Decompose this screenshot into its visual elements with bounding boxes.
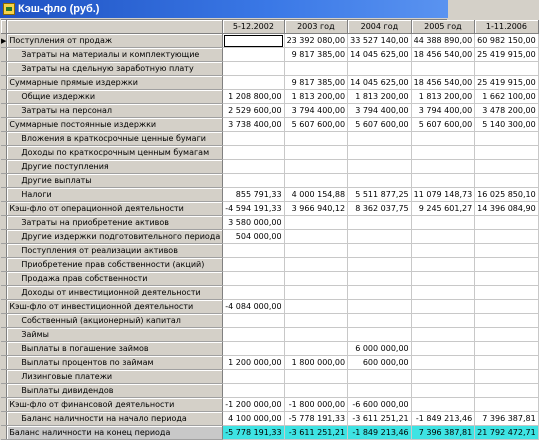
value-cell[interactable] (223, 34, 284, 48)
column-header[interactable]: 2004 год (348, 20, 412, 34)
value-cell[interactable] (411, 398, 475, 412)
value-cell[interactable] (223, 314, 284, 328)
value-cell[interactable] (284, 300, 348, 314)
value-cell[interactable] (475, 314, 539, 328)
table-row[interactable] (1, 244, 538, 258)
value-cell[interactable]: -3 611 251,21 (284, 426, 348, 440)
value-cell[interactable]: 855 791,33 (223, 188, 284, 202)
row-label: Затраты на материалы и комплектующие (7, 48, 223, 62)
value-cell[interactable]: 6 000 000,00 (348, 342, 412, 356)
table-row[interactable] (1, 272, 538, 286)
value-cell[interactable] (475, 258, 539, 272)
row-label: Другие поступления (7, 160, 223, 174)
value-cell[interactable] (223, 146, 284, 160)
value-cell[interactable]: 1 813 200,00 (411, 90, 475, 104)
value-cell[interactable] (475, 62, 539, 76)
value-cell[interactable] (475, 342, 539, 356)
value-cell[interactable] (348, 314, 412, 328)
value-cell[interactable] (411, 216, 475, 230)
value-cell[interactable] (223, 258, 284, 272)
value-cell[interactable] (475, 230, 539, 244)
value-cell[interactable] (411, 132, 475, 146)
value-cell[interactable]: -4 594 191,33 (223, 202, 284, 216)
value-cell[interactable]: -5 778 191,33 (284, 412, 348, 426)
table-row[interactable] (1, 356, 538, 370)
row-label: Выплаты в погашение займов (7, 342, 223, 356)
value-cell[interactable] (475, 328, 539, 342)
value-cell[interactable]: 5 607 600,00 (284, 118, 348, 132)
header-label-column (7, 20, 223, 34)
value-cell[interactable] (348, 328, 412, 342)
value-cell[interactable]: 1 813 200,00 (348, 90, 412, 104)
row-label: Продажа прав собственности (7, 272, 223, 286)
value-cell[interactable] (348, 272, 412, 286)
value-cell[interactable] (284, 258, 348, 272)
table-row[interactable] (1, 426, 538, 440)
value-cell[interactable]: 11 079 148,73 (411, 188, 475, 202)
value-cell[interactable]: 25 419 915,00 (475, 48, 539, 62)
value-cell[interactable]: 2 529 600,00 (223, 104, 284, 118)
value-cell[interactable] (284, 62, 348, 76)
row-label: Приобретение прав собственности (акций) (7, 258, 223, 272)
value-cell[interactable] (223, 174, 284, 188)
row-label: Затраты на приобретение активов (7, 216, 223, 230)
value-cell[interactable] (411, 230, 475, 244)
value-cell[interactable] (284, 174, 348, 188)
value-cell[interactable] (411, 286, 475, 300)
value-cell[interactable] (411, 300, 475, 314)
value-cell[interactable] (411, 328, 475, 342)
value-cell[interactable]: 4 000 154,88 (284, 188, 348, 202)
table-row[interactable] (1, 34, 538, 48)
row-label: Налоги (7, 188, 223, 202)
value-cell[interactable] (411, 174, 475, 188)
value-cell[interactable] (411, 160, 475, 174)
table-row[interactable] (1, 300, 538, 314)
row-label: Другие выплаты (7, 174, 223, 188)
value-cell[interactable]: 5 140 300,00 (475, 118, 539, 132)
value-cell[interactable] (348, 244, 412, 258)
value-cell[interactable] (348, 174, 412, 188)
value-cell[interactable] (475, 216, 539, 230)
value-cell[interactable] (284, 328, 348, 342)
value-cell[interactable] (411, 146, 475, 160)
value-cell[interactable] (411, 314, 475, 328)
table-row[interactable] (1, 258, 538, 272)
value-cell[interactable] (411, 258, 475, 272)
value-cell[interactable]: 3 794 400,00 (411, 104, 475, 118)
row-label: Другие издержки подготовительного периода (7, 230, 223, 244)
row-label: Выплаты процентов по займам (7, 356, 223, 370)
column-header[interactable]: 2005 год (411, 20, 475, 34)
row-label: Затраты на персонал (7, 104, 223, 118)
table-row[interactable] (1, 160, 538, 174)
value-cell[interactable] (475, 132, 539, 146)
value-cell[interactable] (475, 244, 539, 258)
row-label: Кэш-фло от инвестиционной деятельности (7, 300, 223, 314)
value-cell[interactable]: -1 849 213,46 (348, 426, 412, 440)
table-row[interactable] (1, 370, 538, 384)
table-row[interactable] (1, 314, 538, 328)
value-cell[interactable]: 1 800 000,00 (284, 356, 348, 370)
value-cell[interactable] (284, 286, 348, 300)
value-cell[interactable] (411, 370, 475, 384)
value-cell[interactable]: 9 245 601,27 (411, 202, 475, 216)
value-cell[interactable]: 1 208 800,00 (223, 90, 284, 104)
value-cell[interactable] (475, 384, 539, 398)
row-label: Доходы от инвестиционной деятельности (7, 286, 223, 300)
value-cell[interactable] (411, 384, 475, 398)
row-indicator[interactable]: ▶ (1, 34, 7, 48)
row-label: Займы (7, 328, 223, 342)
value-cell[interactable] (223, 272, 284, 286)
value-cell[interactable] (475, 370, 539, 384)
column-header[interactable]: 5-12.2002 (223, 20, 284, 34)
title-bar[interactable] (0, 0, 448, 18)
value-cell[interactable]: -4 084 000,00 (223, 300, 284, 314)
value-cell[interactable] (348, 160, 412, 174)
value-cell[interactable] (223, 286, 284, 300)
value-cell[interactable] (284, 244, 348, 258)
value-cell[interactable]: 1 200 000,00 (223, 356, 284, 370)
value-cell[interactable] (348, 286, 412, 300)
value-cell[interactable] (348, 146, 412, 160)
column-header[interactable]: 2003 год (284, 20, 348, 34)
value-cell[interactable]: -1 800 000,00 (284, 398, 348, 412)
table-row[interactable] (1, 216, 538, 230)
row-label: Кэш-фло от операционной деятельности (7, 202, 223, 216)
value-cell[interactable] (348, 216, 412, 230)
value-cell[interactable] (284, 146, 348, 160)
row-label: Выплаты дивидендов (7, 384, 223, 398)
value-cell[interactable]: 14 045 625,00 (348, 48, 412, 62)
value-cell[interactable] (223, 384, 284, 398)
value-cell[interactable] (348, 384, 412, 398)
value-cell[interactable] (284, 370, 348, 384)
row-label: Вложения в краткосрочные ценные бумаги (7, 132, 223, 146)
value-cell[interactable]: 33 527 140,00 (348, 34, 412, 48)
table-row[interactable] (1, 132, 538, 146)
value-cell[interactable]: 3 478 200,00 (475, 104, 539, 118)
value-cell[interactable]: 1 813 200,00 (284, 90, 348, 104)
cashflow-table (1, 20, 539, 440)
table-row[interactable] (1, 398, 538, 412)
value-cell[interactable] (223, 342, 284, 356)
value-cell[interactable]: 8 362 037,75 (348, 202, 412, 216)
value-cell[interactable]: -1 849 213,46 (411, 412, 475, 426)
value-cell[interactable]: 504 000,00 (223, 230, 284, 244)
value-cell[interactable] (284, 342, 348, 356)
value-cell[interactable]: 1 662 100,00 (475, 90, 539, 104)
table-row[interactable] (1, 62, 538, 76)
value-cell[interactable] (411, 244, 475, 258)
table-row[interactable] (1, 202, 538, 216)
row-label: Собственный (акционерный) капитал (7, 314, 223, 328)
value-cell[interactable] (411, 356, 475, 370)
value-cell[interactable] (284, 160, 348, 174)
value-cell[interactable]: -5 778 191,33 (223, 426, 284, 440)
value-cell[interactable] (223, 132, 284, 146)
value-cell[interactable] (284, 314, 348, 328)
value-cell[interactable]: 3 794 400,00 (284, 104, 348, 118)
value-cell[interactable]: 21 792 472,71 (475, 426, 539, 440)
value-cell[interactable]: 16 025 850,10 (475, 188, 539, 202)
value-cell[interactable]: 5 511 877,25 (348, 188, 412, 202)
row-label: Лизинговые платежи (7, 370, 223, 384)
value-cell[interactable] (348, 370, 412, 384)
value-cell[interactable] (223, 244, 284, 258)
value-cell[interactable] (348, 62, 412, 76)
row-label: Баланс наличности на начало периода (7, 412, 223, 426)
table-row[interactable] (1, 104, 538, 118)
table-row[interactable] (1, 174, 538, 188)
value-cell[interactable] (223, 370, 284, 384)
value-cell[interactable]: 25 419 915,00 (475, 76, 539, 90)
row-label: Суммарные прямые издержки (7, 76, 223, 90)
value-cell[interactable] (348, 300, 412, 314)
value-cell[interactable] (348, 258, 412, 272)
app-icon (3, 3, 15, 15)
value-cell[interactable]: 5 607 600,00 (411, 118, 475, 132)
column-header[interactable]: 1-11.2006 (475, 20, 539, 34)
table-row[interactable] (1, 412, 538, 426)
value-cell[interactable] (284, 230, 348, 244)
value-cell[interactable] (223, 48, 284, 62)
value-cell[interactable]: 600 000,00 (348, 356, 412, 370)
table-row[interactable] (1, 328, 538, 342)
table-row[interactable] (1, 230, 538, 244)
table-row[interactable] (1, 48, 538, 62)
table-row[interactable] (1, 286, 538, 300)
value-cell[interactable]: 18 456 540,00 (411, 48, 475, 62)
value-cell[interactable]: 3 966 940,12 (284, 202, 348, 216)
value-cell[interactable]: 3 738 400,00 (223, 118, 284, 132)
value-cell[interactable]: 7 396 387,81 (411, 426, 475, 440)
value-cell[interactable] (411, 272, 475, 286)
value-cell[interactable]: 9 817 385,00 (284, 76, 348, 90)
table-row[interactable] (1, 76, 538, 90)
value-cell[interactable] (411, 62, 475, 76)
value-cell[interactable]: 3 794 400,00 (348, 104, 412, 118)
value-cell[interactable]: 5 607 600,00 (348, 118, 412, 132)
value-cell[interactable] (475, 356, 539, 370)
value-cell[interactable] (475, 286, 539, 300)
row-label: Поступления от реализации активов (7, 244, 223, 258)
value-cell[interactable] (284, 216, 348, 230)
value-cell[interactable] (284, 272, 348, 286)
row-label: Затраты на сдельную заработную плату (7, 62, 223, 76)
value-cell[interactable]: 3 580 000,00 (223, 216, 284, 230)
table-row[interactable] (1, 90, 538, 104)
value-cell[interactable]: 14 396 084,90 (475, 202, 539, 216)
value-cell[interactable]: -1 200 000,00 (223, 398, 284, 412)
value-cell[interactable] (284, 132, 348, 146)
row-label: Поступления от продаж (7, 34, 223, 48)
value-cell[interactable]: 44 388 890,00 (411, 34, 475, 48)
value-cell[interactable] (223, 76, 284, 90)
value-cell[interactable] (348, 132, 412, 146)
value-cell[interactable]: 18 456 540,00 (411, 76, 475, 90)
value-cell[interactable]: -6 600 000,00 (348, 398, 412, 412)
value-cell[interactable]: -3 611 251,21 (348, 412, 412, 426)
cashflow-grid[interactable] (1, 19, 536, 437)
value-cell[interactable]: 23 392 080,00 (284, 34, 348, 48)
value-cell[interactable]: 9 817 385,00 (284, 48, 348, 62)
window-title: Кэш-фло (руб.) (18, 3, 100, 15)
value-cell[interactable] (475, 174, 539, 188)
value-cell[interactable] (475, 300, 539, 314)
grid-body (1, 34, 538, 440)
value-cell[interactable] (284, 384, 348, 398)
header-row (1, 20, 538, 34)
value-cell[interactable] (223, 328, 284, 342)
table-row[interactable] (1, 188, 538, 202)
value-cell[interactable]: 14 045 625,00 (348, 76, 412, 90)
value-cell[interactable] (223, 160, 284, 174)
value-cell[interactable] (348, 230, 412, 244)
value-cell[interactable]: 4 100 000,00 (223, 412, 284, 426)
table-row[interactable] (1, 118, 538, 132)
value-cell[interactable] (475, 398, 539, 412)
row-label: Общие издержки (7, 90, 223, 104)
value-cell[interactable] (475, 160, 539, 174)
row-label: Баланс наличности на конец периода (7, 426, 223, 440)
value-cell[interactable] (475, 272, 539, 286)
value-cell[interactable] (223, 62, 284, 76)
table-row[interactable] (1, 146, 538, 160)
row-label: Кэш-фло от финансовой деятельности (7, 398, 223, 412)
value-cell[interactable]: 7 396 387,81 (475, 412, 539, 426)
value-cell[interactable] (411, 342, 475, 356)
table-row[interactable] (1, 384, 538, 398)
value-cell[interactable] (475, 146, 539, 160)
table-row[interactable] (1, 342, 538, 356)
value-cell[interactable]: 60 982 150,00 (475, 34, 539, 48)
row-label: Суммарные постоянные издержки (7, 118, 223, 132)
row-label: Доходы по краткосрочным ценным бумагам (7, 146, 223, 160)
